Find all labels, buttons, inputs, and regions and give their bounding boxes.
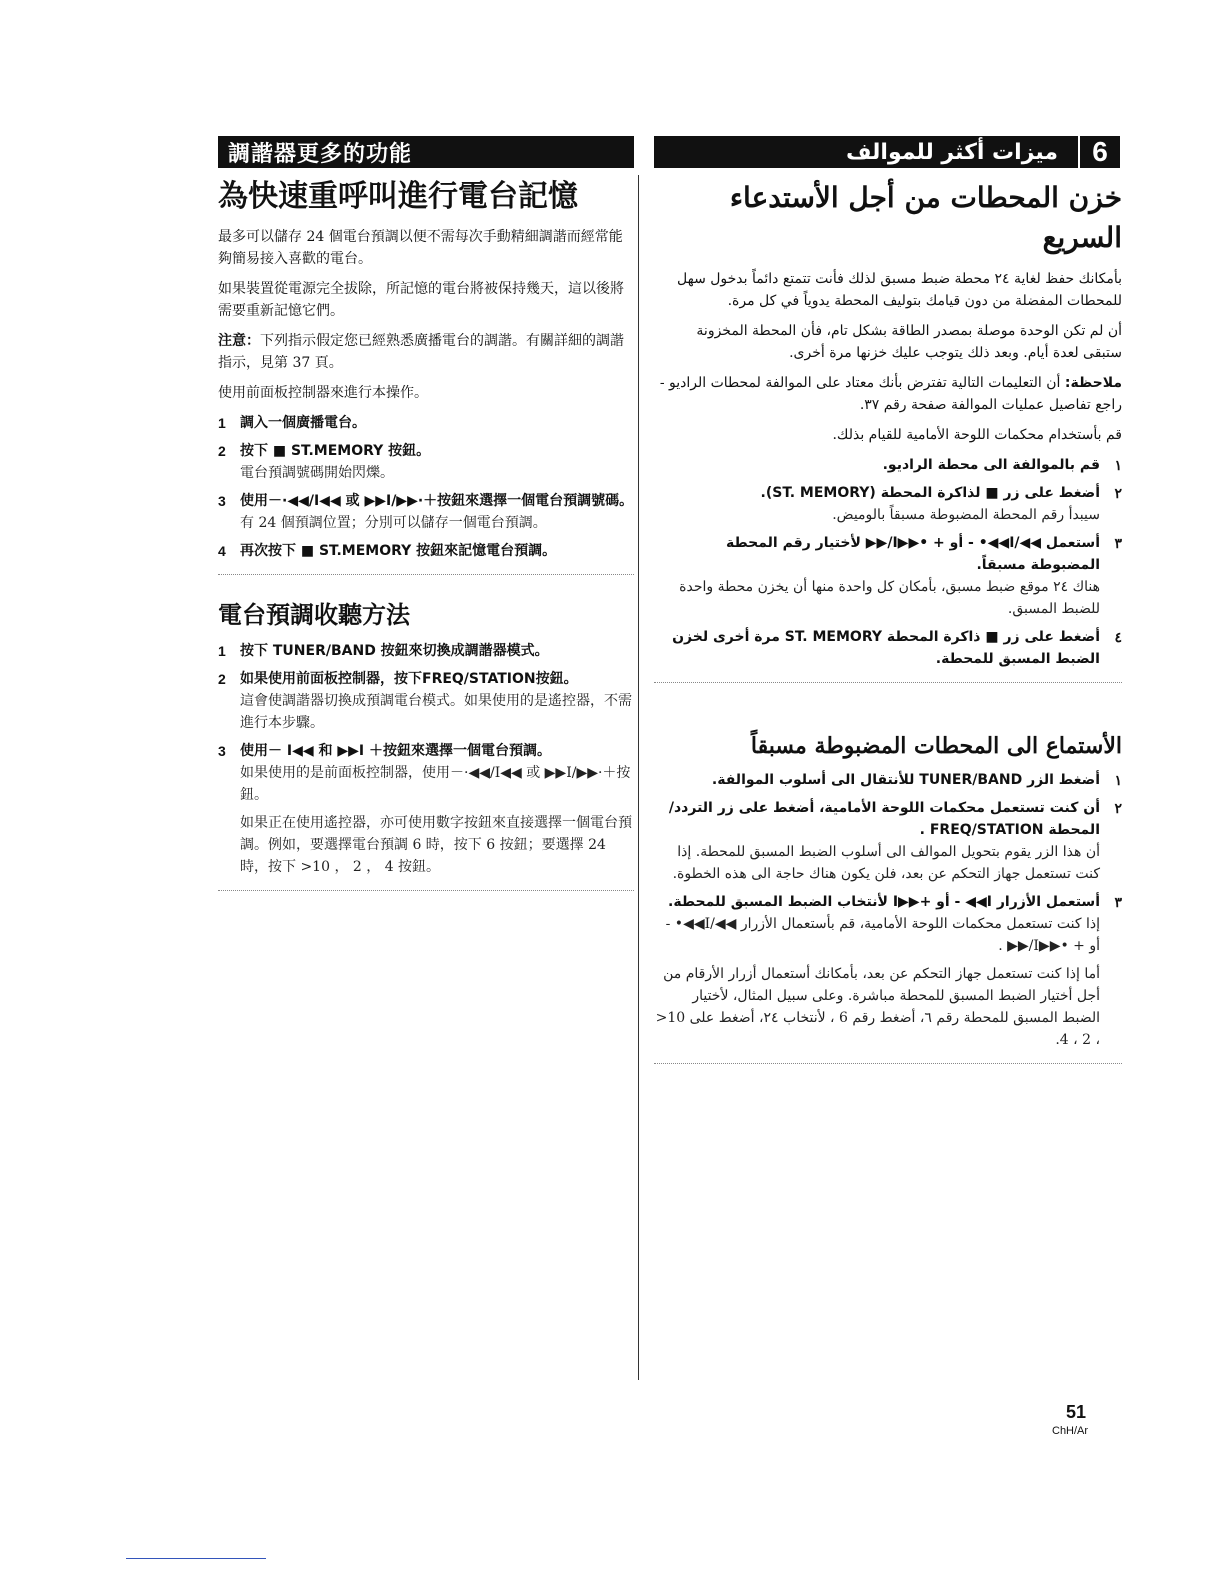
step-item xyxy=(654,891,1122,957)
step-item xyxy=(218,540,634,562)
intro-paragraph: 如果裝置從電源完全拔除，所記憶的電台將被保持幾天，這以後將需要重新記憶它們。 xyxy=(218,281,624,319)
step-number: 2 xyxy=(218,443,226,459)
preset-listening-steps xyxy=(218,640,634,878)
step-item xyxy=(218,740,634,806)
step-number: ١ xyxy=(1114,457,1122,473)
step-number: 3 xyxy=(218,493,226,509)
step-main: أضغط على زر ■ لذاكرة المحطة (ST. MEMORY). xyxy=(760,485,1100,501)
section-divider xyxy=(218,568,634,575)
step-main: 按下 TUNER/BAND 按鈕來切換成調諧器模式。 xyxy=(240,643,549,659)
section-band-title: 調諧器更多的功能 xyxy=(228,141,413,167)
step-sub: هناك ٢٤ موقع ضبط مسبق، بأمكان كل واحدة منها أن يخزن محطة واحدة للضبط المسبق. xyxy=(679,579,1100,617)
step-number: 4 xyxy=(218,543,226,559)
column-divider xyxy=(638,175,639,1380)
section-divider xyxy=(218,884,634,891)
chinese-column xyxy=(218,136,634,907)
step-item xyxy=(654,482,1122,526)
footer-line xyxy=(126,1558,266,1559)
section-band xyxy=(654,136,1122,168)
section-subtitle: الأستماع الى المحطات المضبوطة مسبقاً xyxy=(750,733,1122,759)
step-number: 3 xyxy=(218,743,226,759)
preset-listening-steps xyxy=(654,769,1122,1051)
step-main: 使用－ I◀◀ 和 ▶▶I ＋按鈕來選擇一個電台預調。 xyxy=(240,743,551,759)
step-item xyxy=(654,769,1122,791)
step-main: 按下 ■ ST.MEMORY 按鈕。 xyxy=(240,443,431,459)
step-main: 再次按下 ■ ST.MEMORY 按鈕來記憶電台預調。 xyxy=(240,543,557,559)
step-number: ٣ xyxy=(1114,894,1122,910)
step-number: ٢ xyxy=(1114,485,1122,501)
intro-paragraph: 最多可以儲存 24 個電台預調以便不需每次手動精細調諧而經常能夠簡易接入喜歡的電台。 xyxy=(218,229,623,267)
note-paragraph xyxy=(218,330,634,374)
step-sub: 如果正在使用遙控器，亦可使用數字按鈕來直接選擇一個電台預調。例如，要選擇電台預調 6 時，按下 6 按鈕；要選擇 24 時，按下 >10 ， 2 ， 4 按鈕。 xyxy=(240,815,632,875)
section-band-title: ميزات أكثر للموالف xyxy=(845,139,1058,165)
step-number: ٣ xyxy=(1114,535,1122,551)
step-main: قم بالموالفة الى محطة الراديو. xyxy=(882,457,1100,473)
section-band xyxy=(218,136,634,168)
section-divider xyxy=(654,676,1122,683)
step-main: 如果使用前面板控制器，按下FREQ/STATION按鈕。 xyxy=(240,671,578,687)
note-text: أن التعليمات التالية تفترض بأنك معتاد على الموالفة لمحطات الراديو - راجع تفاصيل عمليات الموالفة صفحة رقم ٣٧. xyxy=(659,375,1122,413)
section-divider xyxy=(654,1057,1122,1064)
step-main: 使用－·◀◀/I◀◀ 或 ▶▶I/▶▶·＋按鈕來選擇一個電台預調號碼。 xyxy=(240,493,634,509)
step-sub: 電台預調號碼開始閃爍。 xyxy=(240,465,394,481)
step-main: 調入一個廣播電台。 xyxy=(240,415,366,431)
step-item xyxy=(654,626,1122,670)
note-label: 注意： xyxy=(218,333,260,349)
page-number: 51 xyxy=(1066,1402,1087,1422)
step-number: ٤ xyxy=(1114,629,1122,645)
step-number: ٢ xyxy=(1114,800,1122,816)
step-item xyxy=(218,640,634,662)
step-number: 1 xyxy=(218,643,226,659)
intro-paragraph: بأمكانك حفظ لغاية ٢٤ محطة ضبط مسبق لذلك فأنت تتمتع دائماً بدخول سهل للمحطات المفضلة من دون قيامك بتوليف المحطة يدوياً في كل مرة. xyxy=(677,271,1122,309)
step-item xyxy=(218,490,634,534)
step-main: أضغط الزر TUNER/BAND للأنتقال الى أسلوب الموالفة. xyxy=(711,772,1100,788)
step-item xyxy=(218,668,634,734)
note-label: ملاحظة: xyxy=(1064,375,1122,391)
step-sub: 這會使調諧器切換成預調電台模式。如果使用的是遙控器，不需進行本步驟。 xyxy=(240,693,632,731)
chapter-number: 6 xyxy=(1078,134,1122,170)
step-item xyxy=(218,412,634,434)
step-item xyxy=(654,963,1122,1051)
step-main: أستعمل ◀◀/I◀◀• - أو + •▶▶I/▶▶ لأختيار رقم المحطة المضبوطة مسبقاً. xyxy=(726,535,1100,573)
page-title: 為快速重呼叫進行電台記憶 xyxy=(218,179,578,214)
step-item xyxy=(218,440,634,484)
step-sub: إذا كنت تستعمل محكمات اللوحة الأمامية، قم بأستعمال الأزرار ◀◀/I◀◀• - أو + •▶▶I/▶▶ . xyxy=(665,916,1100,954)
memory-steps xyxy=(218,412,634,562)
step-main: أن كنت تستعمل محكمات اللوحة الأمامية، أضغط على زر التردد/المحطة FREQ/STATION . xyxy=(668,800,1100,838)
step-number: 1 xyxy=(218,415,226,431)
note-text: 下列指示假定您已經熟悉廣播電台的調諧。有關詳細的調諧指示，見第 37 頁。 xyxy=(218,333,624,371)
step-sub: 如果使用的是前面板控制器，使用－·◀◀/I◀◀ 或 ▶▶I/▶▶·＋按鈕。 xyxy=(240,765,631,803)
note-paragraph xyxy=(654,372,1122,416)
language-code: ChH/Ar xyxy=(1052,1425,1089,1437)
usage-paragraph: 使用前面板控制器來進行本操作。 xyxy=(218,385,428,401)
step-number: 2 xyxy=(218,671,226,687)
step-sub: أن هذا الزر يقوم بتحويل الموالف الى أسلوب الضبط المسبق للمحطة. إذا كنت تستعمل جهاز التحكم عن بعد، فلن يكون هناك حاجة الى هذه الخطوة. xyxy=(672,844,1100,882)
step-number: ١ xyxy=(1114,772,1122,788)
section-subtitle: 電台預調收聽方法 xyxy=(218,600,410,629)
step-item xyxy=(654,454,1122,476)
step-item xyxy=(218,812,634,878)
step-item xyxy=(654,532,1122,620)
step-item xyxy=(654,797,1122,885)
step-sub: أما إذا كنت تستعمل جهاز التحكم عن بعد، بأمكانك أستعمال أزرار الأرقام من أجل أختيار الضبط المسبق للمحطة مباشرة. وعلى سبيل المثال، لأختيار الضبط المسبق للمحطة رقم ٦، أضغط رقم 6 ، لأنتخاب ٢٤، أضغط على 10< ، 2 ، 4. xyxy=(655,966,1100,1048)
step-main: أستعمل الأزرار I◀◀ - أو +▶▶I لأنتخاب الضبط المسبق للمحطة. xyxy=(668,894,1100,910)
memory-steps xyxy=(654,454,1122,670)
intro-paragraph: أن لم تكن الوحدة موصلة بمصدر الطاقة بشكل تام، فأن المحطة المخزونة ستبقى لعدة أيام. وبعد ذلك يتوجب عليك خزنها مرة أخرى. xyxy=(696,323,1122,361)
step-sub: 有 24 個預調位置；分別可以儲存一個電台預調。 xyxy=(240,515,547,531)
usage-paragraph: قم بأستخدام محكمات اللوحة الأمامية للقيام بذلك. xyxy=(832,427,1122,443)
page-title: خزن المحطات من أجل الأستدعاء السريع xyxy=(729,181,1122,254)
arabic-column xyxy=(654,136,1122,1080)
step-main: أضغط على زر ■ ذاكرة المحطة ST. MEMORY مرة أخرى لخزن الضبط المسبق للمحطة. xyxy=(672,629,1100,667)
step-sub: سيبدأ رقم المحطة المضبوطة مسبقاً بالوميض. xyxy=(832,507,1100,523)
